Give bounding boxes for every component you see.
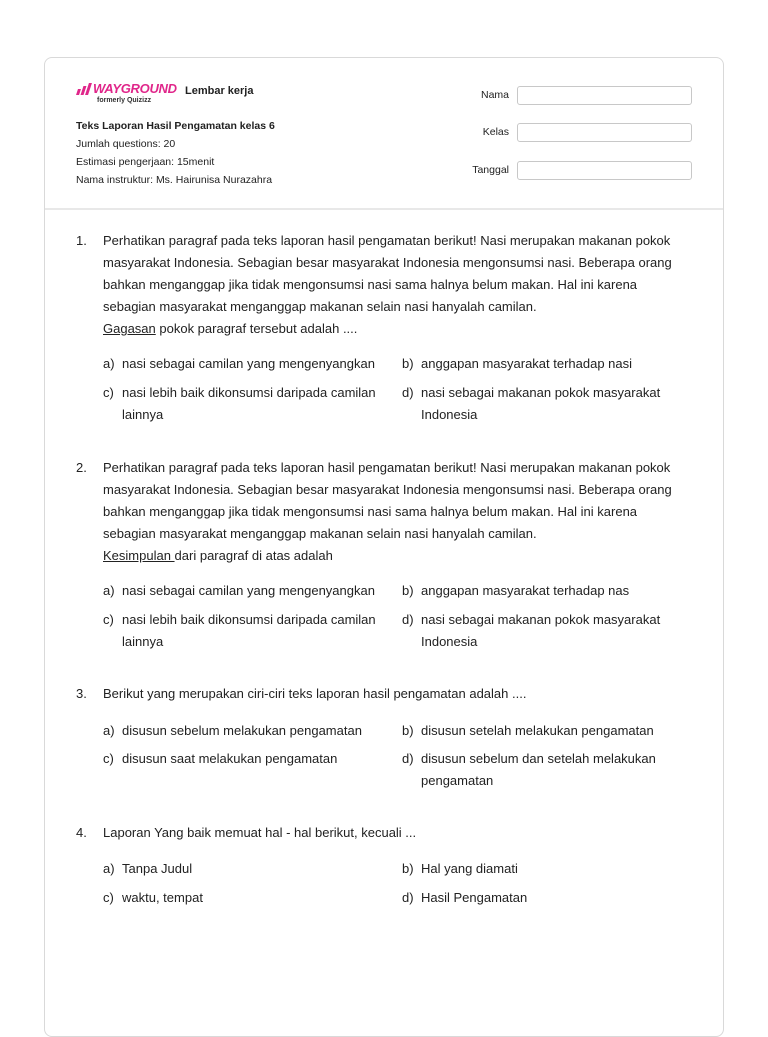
question-number: 4. [76,825,87,840]
name-field[interactable] [517,86,692,105]
question-text: Berikut yang merupakan ciri-ciri teks laporan hasil pengamatan adalah .... [103,686,527,701]
worksheet-header [45,58,723,210]
answer-option-d[interactable]: d) Hasil Pengamatan [402,890,528,905]
answer-option-c[interactable]: c) disusun saat melakukan pengamatan [103,751,338,766]
answer-option-c[interactable]: c) waktu, tempat [103,890,203,905]
question-text [103,457,683,567]
question-prompt-underlined: Gagasan [103,321,156,336]
worksheet-meta [76,117,275,189]
question-prompt-underlined: Kesimpulan [103,548,175,563]
wayground-logo [77,81,179,104]
question-text: Laporan Yang baik memuat hal - hal berikut, kecuali ... [103,825,417,840]
worksheet-page [44,57,724,1037]
answer-option-b[interactable]: b) anggapan masyarakat terhadap nasi [402,356,633,371]
class-label: Kelas [482,126,509,138]
answer-option-a[interactable]: a) nasi sebagai camilan yang mengenyangkan [103,583,375,598]
answer-option-a[interactable]: a) nasi sebagai camilan yang mengenyangkan [103,356,375,371]
logo-subtitle: formerly Quizizz [97,97,152,104]
answer-option-b[interactable]: b) anggapan masyarakat terhadap nas [402,583,630,598]
question-prompt: dari paragraf di atas adalah [174,548,333,563]
class-field[interactable] [517,123,692,142]
question-text [103,230,683,340]
question-number: 2. [76,460,87,475]
logo-bars-icon [77,83,90,95]
question-paragraph: Perhatikan paragraf pada teks laporan hasil pengamatan berikut! Nasi merupakan makanan pokok masyarakat Indonesia. Sebagian besar masyarakat Indonesia mengonsumsi nasi. Beberapa orang bahkan menganggap jika tidak mengonsumsi nasi sama halnya belum makan. Hal ini karena sebagian masyarakat menganggap makanan selain nasi hanyalah camilan. [103,233,672,314]
question-count: Jumlah questions: 20 [76,138,176,150]
answer-option-c[interactable]: c) nasi lebih baik dikonsumsi daripada camilan lainnya [103,612,376,649]
estimated-time: Estimasi pengerjaan: 15menit [76,156,215,168]
answer-option-b[interactable]: b) Hal yang diamati [402,861,518,876]
instructor-name: Nama instruktur: Ms. Hairunisa Nurazahra [76,174,273,186]
worksheet-label: Lembar kerja [185,85,254,97]
answer-option-a[interactable]: a) Tanpa Judul [103,861,193,876]
answer-option-b[interactable]: b) disusun setelah melakukan pengamatan [402,723,654,738]
answer-option-d[interactable]: d) nasi sebagai makanan pokok masyarakat Indonesia [402,385,661,422]
answer-option-c[interactable]: c) nasi lebih baik dikonsumsi daripada camilan lainnya [103,385,376,422]
answer-option-d[interactable]: d) disusun sebelum dan setelah melakukan pengamatan [402,751,656,788]
name-label: Nama [480,89,509,101]
question-number: 3. [76,686,87,701]
date-label: Tanggal [472,164,509,176]
answer-option-a[interactable]: a) disusun sebelum melakukan pengamatan [103,723,362,738]
question-number: 1. [76,233,87,248]
question-paragraph: Perhatikan paragraf pada teks laporan hasil pengamatan berikut! Nasi merupakan makanan pokok masyarakat Indonesia. Sebagian besar masyarakat Indonesia mengonsumsi nasi. Beberapa orang bahkan menganggap jika tidak mengonsumsi nasi sama halnya belum makan. Hal ini karena sebagian masyarakat menganggap makanan selain nasi hanyalah camilan. [103,460,672,541]
answer-option-d[interactable]: d) nasi sebagai makanan pokok masyarakat Indonesia [402,612,661,649]
date-field[interactable] [517,161,692,180]
logo-text: WAYGROUND [93,81,177,96]
question-prompt: pokok paragraf tersebut adalah .... [155,321,358,336]
worksheet-title: Teks Laporan Hasil Pengamatan kelas 6 [76,120,275,132]
